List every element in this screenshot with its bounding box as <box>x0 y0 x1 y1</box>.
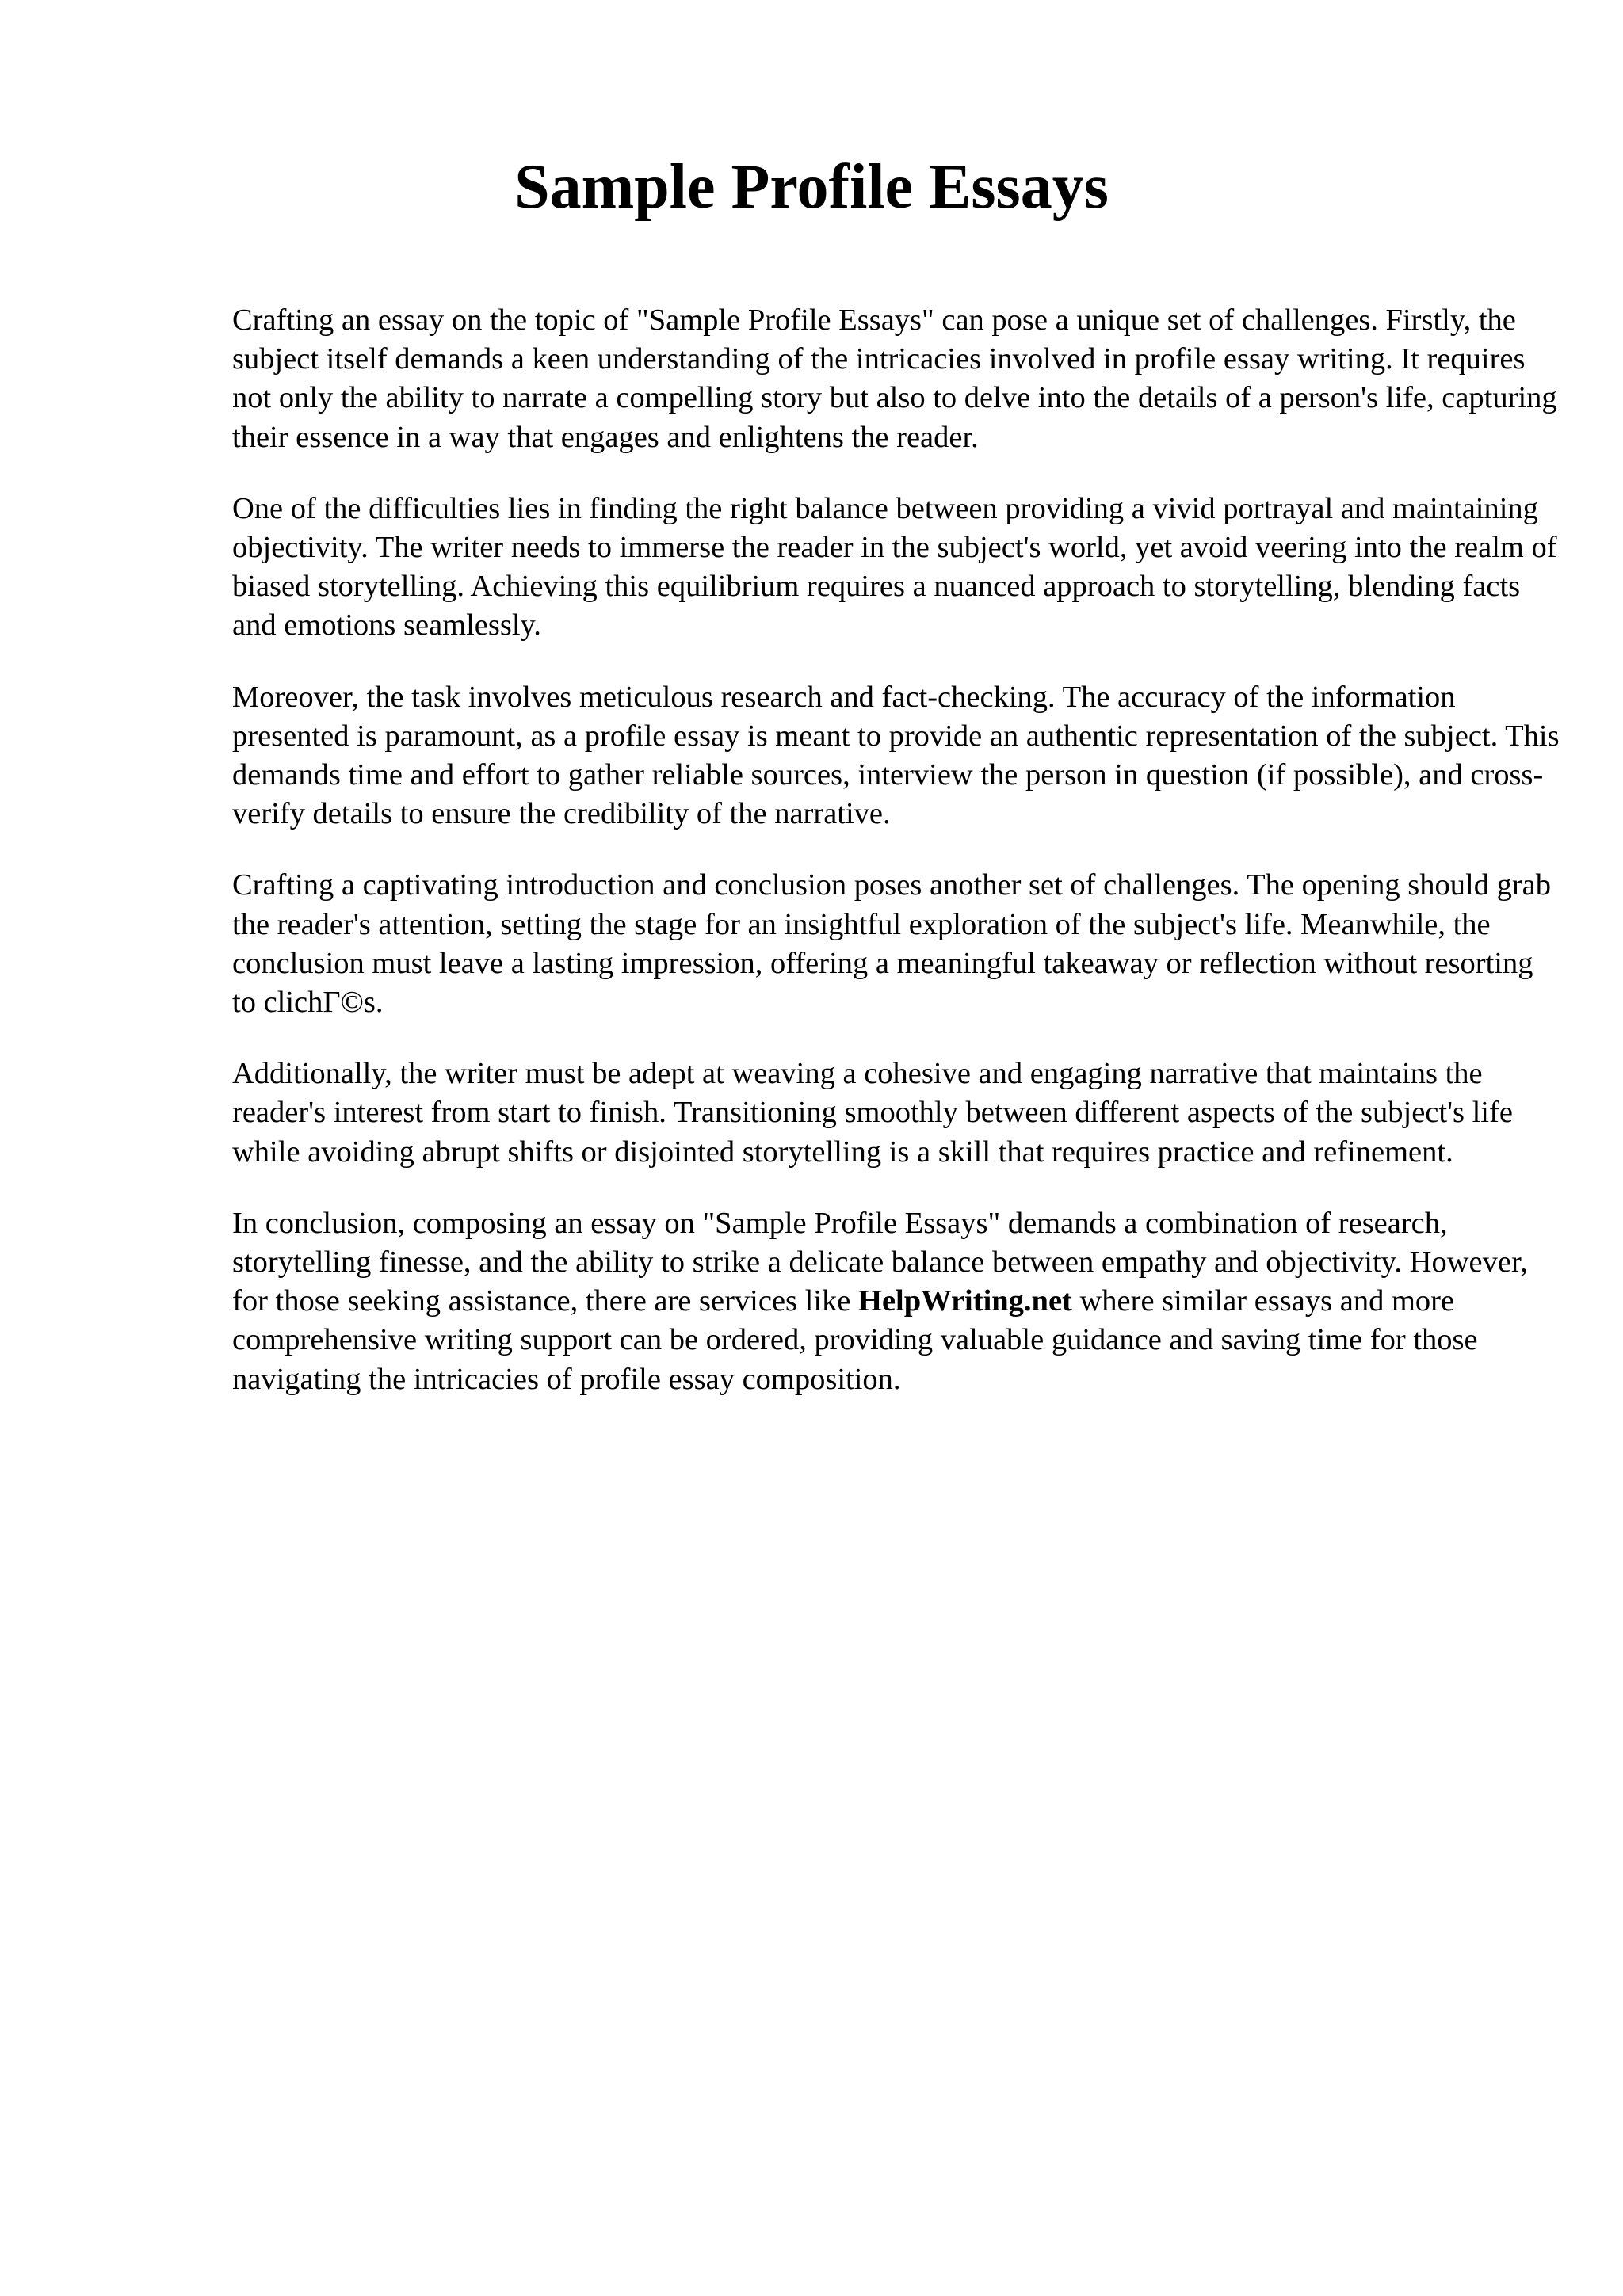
conclusion-text-end: where similar essays and more comprehensive writing support can be ordered, providing valuable guidance and saving time for those navigating the intricacies of profile essay composition. <box>232 1284 1478 1396</box>
conclusion-text-start: In conclusion, composing an essay on "Sample Profile Essays" demands a combination of research, storytelling finesse, and the ability to strike a delicate balance between empathy and objectivity. However, for those seeking assistance, there are services like <box>232 1206 1528 1318</box>
paragraph-5: Additionally, the writer must be adept at weaving a cohesive and engaging narrative that maintains the reader's interest from start to finish. Transitioning smoothly between different aspects of the subject's life while avoiding abrupt shifts or disjointed storytelling is a skill that requires practice and refinement. <box>232 1057 1513 1169</box>
essay-body <box>232 301 1564 1432</box>
paragraph-1: Crafting an essay on the topic of "Sample Profile Essays" can pose a unique set of challenges. Firstly, the subject itself demands a keen understanding of the intricacies involved in profile essay writing. It requires not only the ability to narrate a compelling story but also to delve into the details of a person's life, capturing their essence in a way that engages and enlightens the reader. <box>232 303 1557 454</box>
paragraph-4: Crafting a captivating introduction and conclusion poses another set of challenges. The opening should grab the reader's attention, setting the stage for an insightful exploration of the subject's life. Meanwhile, the conclusion must leave a lasting impression, offering a meaningful takeaway or reflection without resorting to clichΓ©s. <box>232 868 1551 1020</box>
paragraph-conclusion <box>232 1204 1564 1399</box>
page-title: Sample Profile Essays <box>514 152 1109 222</box>
paragraph-2: One of the difficulties lies in finding the right balance between providing a vivid portrayal and maintaining objectivity. The writer needs to immerse the reader in the subject's world, yet avoid veering into the realm of biased storytelling. Achieving this equilibrium requires a nuanced approach to storytelling, blending facts and emotions seamlessly. <box>232 491 1557 643</box>
brand-link[interactable]: HelpWriting.net <box>858 1284 1072 1318</box>
paragraph-3: Moreover, the task involves meticulous research and fact-checking. The accuracy of the information presented is paramount, as a profile essay is meant to provide an authentic representation of the subject. This demands time and effort to gather reliable sources, interview the person in question (if possible), and cross-verify details to ensure the credibility of the narrative. <box>232 680 1560 831</box>
